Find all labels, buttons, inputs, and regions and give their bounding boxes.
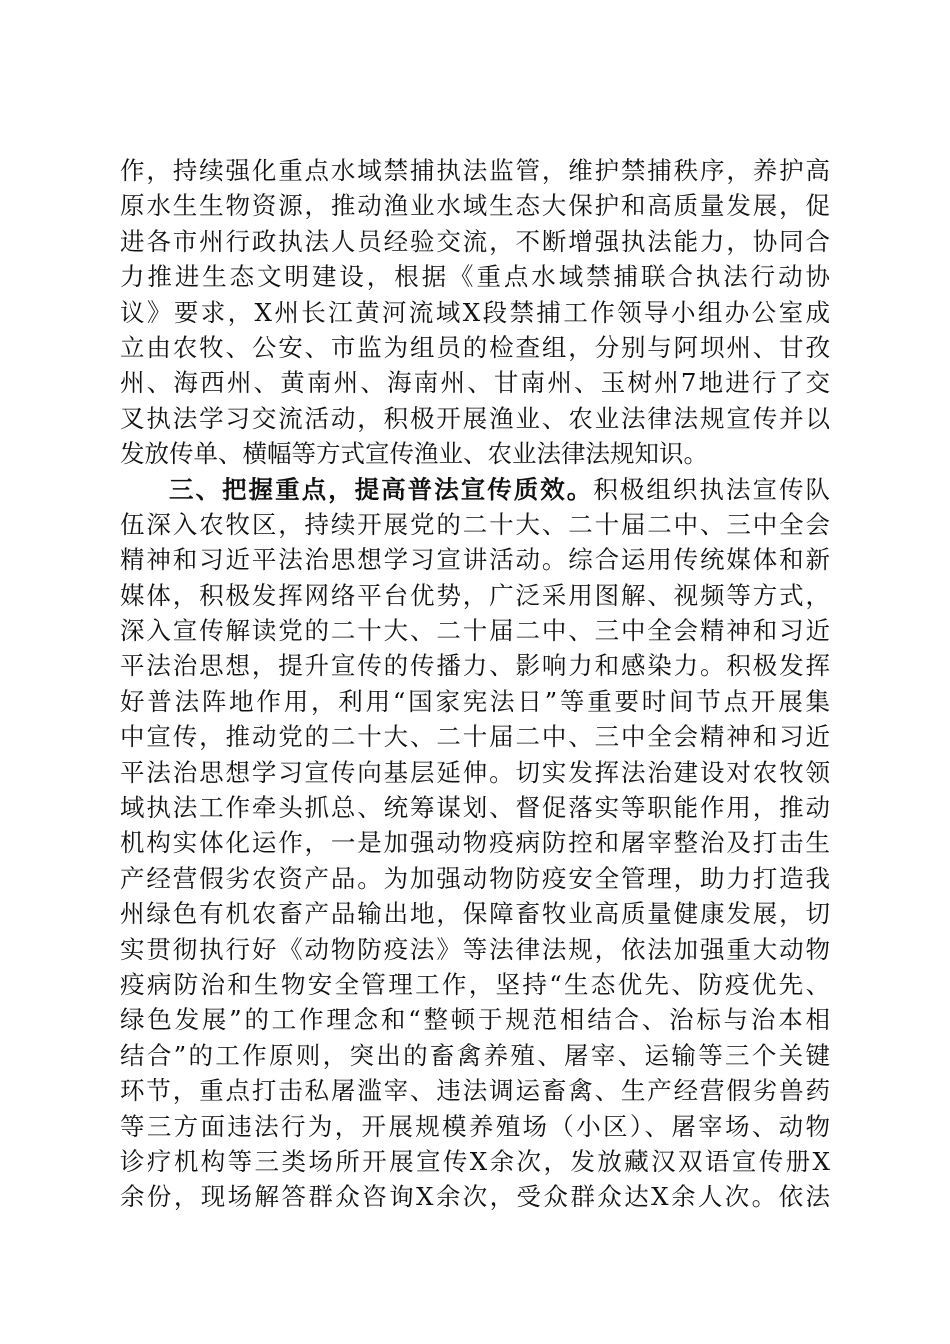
text-line: 域执法工作牵头抓总、统筹谋划、督促落实等职能作用，推动 (120, 793, 830, 823)
text-line: 绿色发展”的工作理念和“整顿于规范相结合、治标与治本相 (120, 1005, 830, 1035)
text-line: 力推进生态文明建设，根据《重点水域禁捕联合执法行动协 (120, 262, 830, 292)
text-line: 叉执法学习交流活动，积极开展渔业、农业法律法规宣传并以 (120, 403, 830, 433)
text-line: 中宣传，推动党的二十大、二十届二中、三中全会精神和习近 (120, 722, 830, 752)
text-line: 州绿色有机农畜产品输出地，保障畜牧业高质量健康发展，切 (120, 899, 830, 929)
text-line: 机构实体化运作，一是加强动物疫病防控和屠宰整治及打击生 (120, 828, 830, 858)
text-line: 州、海西州、黄南州、海南州、甘南州、玉树州7地进行了交 (120, 368, 830, 398)
text-line: 媒体，积极发挥网络平台优势，广泛采用图解、视频等方式， (120, 580, 830, 610)
text-line: 作，持续强化重点水域禁捕执法监管，维护禁捕秩序，养护高 (120, 156, 830, 185)
section-3-heading: 三、把握重点，提高普法宣传质效。 (169, 474, 594, 504)
text-line: 环节，重点打击私屠滥宰、违法调运畜禽、生产经营假劣兽药 (120, 1076, 830, 1106)
text-line: 议》要求，X州长江黄河流域X段禁捕工作领导小组办公室成 (120, 297, 830, 327)
document-body (120, 153, 830, 1215)
text-line: 余份，现场解答群众咨询X余次，受众群众达X余人次。依法 (120, 1182, 830, 1212)
text-line: 实贯彻执行好《动物防疫法》等法律法规，依法加强重大动物 (120, 934, 830, 964)
text-line: 疫病防治和生物安全管理工作，坚持“生态优先、防疫优先、 (120, 969, 830, 999)
text-line: 原水生生物资源，推动渔业水域生态大保护和高质量发展，促 (120, 191, 830, 221)
paragraph-enforcement-exchange (120, 153, 830, 472)
text-line: 发放传单、横幅等方式宣传渔业、农业法律法规知识。 (120, 439, 708, 469)
text-line: 深入宣传解读党的二十大、二十届二中、三中全会精神和习近 (120, 616, 830, 646)
section-3-first-line-text: 积极组织执法宣传队 (593, 474, 830, 504)
text-line: 结合”的工作原则，突出的畜禽养殖、屠宰、运输等三个关键 (120, 1040, 830, 1070)
text-line: 进各市州行政执法人员经验交流，不断增强执法能力，协同合 (120, 226, 830, 256)
text-line: 产经营假劣农资产品。为加强动物防疫安全管理，助力打造我 (120, 863, 830, 893)
text-line: 平法治思想，提升宣传的传播力、影响力和感染力。积极发挥 (120, 651, 830, 681)
paragraph-section-3 (120, 472, 830, 1215)
text-line: 诊疗机构等三类场所开展宣传X余次，发放藏汉双语宣传册X (120, 1146, 830, 1176)
text-line: 平法治思想学习宣传向基层延伸。切实发挥法治建设对农牧领 (120, 757, 830, 787)
text-line: 精神和习近平法治思想学习宣讲活动。综合运用传统媒体和新 (120, 545, 830, 575)
text-line: 伍深入农牧区，持续开展党的二十大、二十届二中、三中全会 (120, 509, 830, 539)
text-line: 等三方面违法行为，开展规模养殖场（小区）、屠宰场、动物 (120, 1111, 830, 1141)
text-line: 立由农牧、公安、市监为组员的检查组，分别与阿坝州、甘孜 (120, 332, 830, 362)
text-line: 好普法阵地作用，利用“国家宪法日”等重要时间节点开展集 (120, 686, 830, 716)
section-3-first-line (120, 472, 830, 507)
